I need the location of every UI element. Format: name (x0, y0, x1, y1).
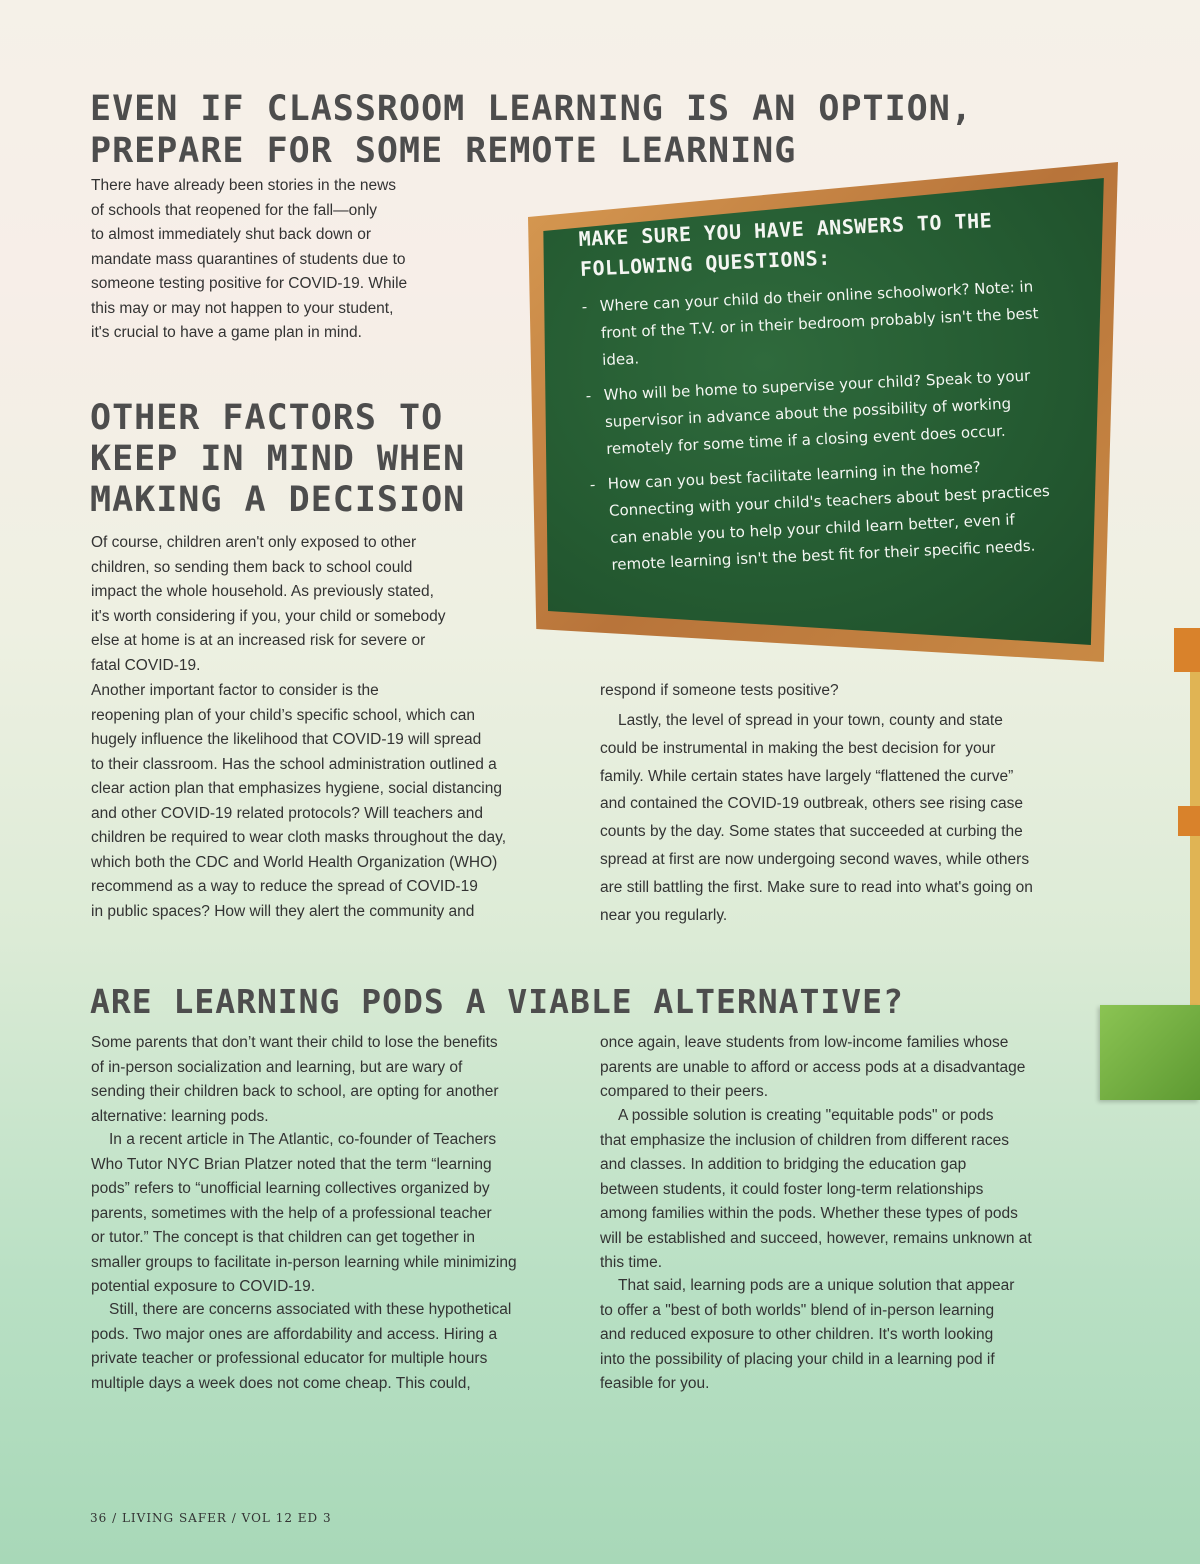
heading-line: PREPARE FOR SOME REMOTE LEARNING (90, 131, 797, 171)
question-text: Where can your child do their online schoolwork? Note: in front of the T.V. or in their bedroom probably isn't the best idea. (599, 277, 1039, 370)
page-footer: 36 / LIVING SAFER / VOL 12 ED 3 (90, 1511, 332, 1525)
section-heading-remote-learning (90, 88, 990, 172)
chalkboard-question (585, 362, 1058, 464)
learning-pods-paragraph-6: That said, learning pods are a unique solution that appear to offer a "best of both worlds" blend of in-person learning and reduced exposure to other children. It's worth looking into the possibility of placing your child in a learning pod if feasible for you. (600, 1277, 1015, 1392)
question-text: Who will be home to supervise your child? Speak to your supervisor in advance about the possibility of working remotely for some time if a closing event does occur. (603, 366, 1031, 458)
learning-pods-paragraph-5: A possible solution is creating "equitable pods" or pods that emphasize the inclusion of children from different races and classes. In addition to bridging the education gap between students, it could foster long-term relationships among families within the pods. Whether these types of pods will be established and succeed, however, remains unknown at this time. (600, 1107, 1032, 1271)
section-heading-other-factors (90, 398, 510, 521)
chalkboard-content (578, 203, 1064, 588)
learning-pods-paragraph-2: In a recent article in The Atlantic, co-founder of Teachers Who Tutor NYC Brian Platzer noted that the term “learning pods” refers to “unofficial learning collectives organized by parents, sometimes with the help of a professional teacher or tutor.” The concept is that children can get together in smaller groups to facilitate in-person learning while minimizing potential exposure to COVID-19. (91, 1131, 517, 1295)
learning-pods-paragraph-1: Some parents that don’t want their child to lose the benefits of in-person socialization and learning, but are wary of sending their children back to school, are opting for another alternative: learning pods. (91, 1034, 499, 1125)
decorative-yellow-bar (1190, 836, 1200, 1006)
chalkboard (528, 162, 1118, 662)
question-text: How can you best facilitate learning in the home? Connecting with your child's teachers about best practices can enable you to help your child learn better, even if remote learning isn't the best fit for their specific needs. (607, 457, 1051, 574)
heading-line: EVEN IF CLASSROOM LEARNING IS AN OPTION, (90, 89, 973, 129)
heading-line: KEEP IN MIND WHEN (90, 439, 466, 479)
other-factors-paragraph-3: respond if someone tests positive? (600, 682, 839, 699)
learning-pods-paragraph-4: once again, leave students from low-income families whose parents are unable to afford or access pods at a disadvantage compared to their peers. (600, 1034, 1026, 1100)
other-factors-paragraph-1: Of course, children aren't only exposed to other children, so sending them back to school could impact the whole household. As previously stated, it's worth considering if you, your child or somebody else at home is at an increased risk for severe or fatal COVID-19. (91, 534, 446, 674)
remote-learning-paragraph: There have already been stories in the news of schools that reopened for the fall—only to almost immediately shut back down or mandate mass quarantines of students due to someone testing positive for COVID-19. While this may or may not happen to your student, it's crucial to have a game plan in mind. (91, 177, 408, 341)
dash-bullet: - (589, 475, 596, 494)
chalkboard-question-list (581, 273, 1063, 580)
heading-line: MAKING A DECISION (90, 480, 466, 520)
decorative-green-block (1100, 1005, 1200, 1100)
section-heading-learning-pods: ARE LEARNING PODS A VIABLE ALTERNATIVE? (90, 982, 904, 1021)
learning-pods-paragraph-3: Still, there are concerns associated with these hypothetical pods. Two major ones are affordability and access. Hiring a private teacher or professional educator for multiple hours multiple days a week does not come cheap. This could, (91, 1301, 512, 1392)
decorative-yellow-bar (1190, 672, 1200, 807)
chalkboard-question (581, 273, 1054, 375)
chalkboard-title: MAKE SURE YOU HAVE ANSWERS TO THE FOLLOWING QUESTIONS: (578, 208, 993, 281)
decorative-orange-block (1174, 628, 1200, 672)
other-factors-paragraph-4: Lastly, the level of spread in your town, county and state could be instrumental in making the best decision for your family. While certain states have largely “flattened the curve” and contained the COVID-19 outbreak, others see rising case counts by the day. Some states that succeeded at curbing the spread at first are now undergoing second waves, while others are still battling the first. Make sure to read into what's going on near you regularly. (600, 712, 1033, 924)
heading-line: OTHER FACTORS TO (90, 398, 444, 438)
chalkboard-question (589, 450, 1063, 579)
decorative-orange-block (1178, 806, 1200, 836)
dash-bullet: - (585, 386, 592, 405)
other-factors-paragraph-2: Another important factor to consider is the reopening plan of your child’s specific school, which can hugely influence the likelihood that COVID-19 will spread to their classroom. Has the school administration outlined a clear action plan that emphasizes hygiene, social distancing and other COVID-19 related protocols? Will teachers and children be required to wear cloth masks throughout the day, which both the CDC and World Health Organization (WHO) recommend as a way to reduce the spread of COVID-19 in public spaces? How will they alert the community and (91, 682, 507, 920)
dash-bullet: - (581, 297, 588, 316)
